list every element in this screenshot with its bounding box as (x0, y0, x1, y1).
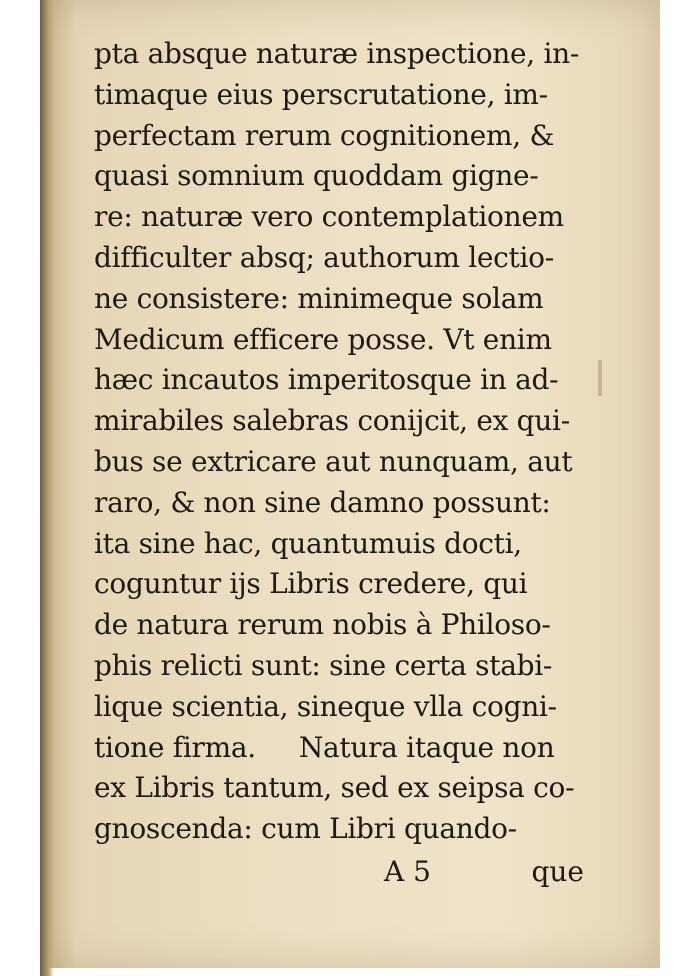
spine-shadow (40, 0, 54, 976)
text-line: quasi somnium quoddam gigne- (94, 159, 539, 193)
text-line: mirabiles salebras conijcit, ex qui- (94, 404, 570, 438)
text-line: pta absque naturæ inspectione, in- (94, 37, 580, 70)
page-footer (94, 852, 584, 892)
text-line: de natura rerum nobis à Philoso- (94, 608, 551, 642)
signature-mark: A 5 (384, 855, 431, 888)
text-line: ex Libris tantum, sed ex seipsa co- (94, 771, 575, 805)
paper-blemish (598, 360, 602, 396)
text-line: ita sine hac, quantumuis docti, (94, 526, 522, 560)
scan-margin-left (0, 0, 40, 976)
text-line: lique scientia, sineque vlla cogni- (94, 689, 557, 723)
catchword: que (531, 855, 584, 888)
text-line: phis relicti sunt: sine certa stabi- (94, 648, 553, 682)
text-line: coguntur ijs Libris credere, qui (94, 567, 528, 601)
text-line: Medicum efficere posse. Vt enim (94, 322, 552, 356)
text-line: tione firma. Natura itaque non (94, 730, 555, 764)
text-line: ne consistere: minimeque solam (94, 281, 544, 315)
text-line: bus se extricare aut nunquam, aut (94, 444, 573, 478)
scan-margin-right (660, 0, 690, 976)
text-line: timaque eius perscrutatione, im- (94, 77, 548, 111)
text-line: hæc incautos imperitosque in ad- (94, 363, 559, 397)
page-text (94, 34, 584, 850)
text-line: raro, & non sine damno possunt: (94, 485, 551, 519)
text-line: gnoscenda: cum Libri quando- (94, 812, 517, 846)
text-line: perfectam rerum cognitionem, & (94, 118, 555, 152)
text-line: difficulter absq; authorum lectio- (94, 240, 554, 274)
text-line: re: naturæ vero contemplationem (94, 200, 564, 234)
